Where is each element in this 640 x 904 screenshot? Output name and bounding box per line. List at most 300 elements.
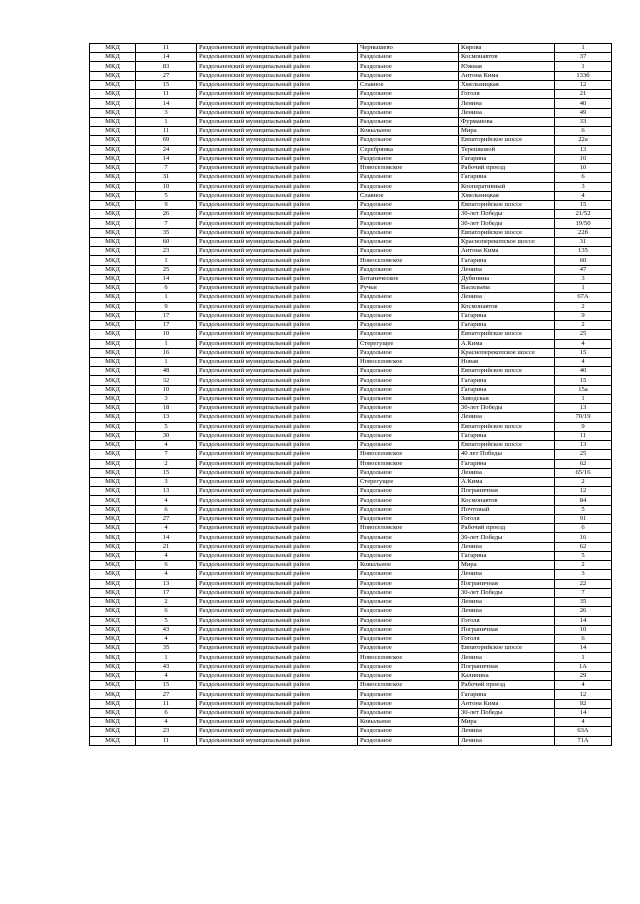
table-row [90,607,612,616]
house-cell: 13 [555,441,612,450]
house-cell: 12 [555,80,612,89]
type-cell: МКД [90,588,136,597]
type-cell: МКД [90,514,136,523]
table-row [90,265,612,274]
table-row [90,62,612,71]
locality-cell: Раздольное [358,635,459,644]
street-cell: Пограничная [459,487,555,496]
house-cell: 15 [555,200,612,209]
street-cell: Ленина [459,108,555,117]
count-cell: 14 [136,274,197,283]
street-cell: Красноперекопское шоссе [459,237,555,246]
table-row [90,635,612,644]
locality-cell: Раздольное [358,551,459,560]
type-cell: МКД [90,108,136,117]
table-row [90,450,612,459]
count-cell: 27 [136,690,197,699]
type-cell: МКД [90,357,136,366]
district-cell: Раздольненский муниципальный район [197,662,358,671]
type-cell: МКД [90,348,136,357]
count-cell: 6 [136,708,197,717]
district-cell: Раздольненский муниципальный район [197,478,358,487]
type-cell: МКД [90,90,136,99]
count-cell: 17 [136,311,197,320]
house-cell: 22 [555,579,612,588]
district-cell: Раздольненский муниципальный район [197,164,358,173]
district-cell: Раздольненский муниципальный район [197,108,358,117]
street-cell: Гагарина [459,173,555,182]
locality-cell: Новоселовское [358,653,459,662]
district-cell: Раздольненский муниципальный район [197,191,358,200]
house-cell: 14 [555,644,612,653]
locality-cell: Раздольное [358,431,459,440]
locality-cell: Славное [358,191,459,200]
locality-cell: Раздольное [358,219,459,228]
house-cell: 62 [555,542,612,551]
street-cell: Хмельницкая [459,80,555,89]
table-row [90,117,612,126]
count-cell: 7 [136,219,197,228]
street-cell: Антона Кима [459,71,555,80]
locality-cell: Раздольное [358,616,459,625]
street-cell: Антона Кима [459,699,555,708]
table-row [90,191,612,200]
type-cell: МКД [90,718,136,727]
type-cell: МКД [90,542,136,551]
type-cell: МКД [90,505,136,514]
house-cell: 21/52 [555,210,612,219]
street-cell: А.Кима [459,478,555,487]
count-cell: 35 [136,644,197,653]
street-cell: Евпаторийское шоссе [459,367,555,376]
count-cell: 2 [136,598,197,607]
house-cell: 1А [555,662,612,671]
table-row [90,311,612,320]
type-cell: МКД [90,653,136,662]
type-cell: МКД [90,533,136,542]
locality-cell: Раздольное [358,644,459,653]
type-cell: МКД [90,99,136,108]
district-cell: Раздольненский муниципальный район [197,376,358,385]
type-cell: МКД [90,293,136,302]
count-cell: 10 [136,330,197,339]
district-cell: Раздольненский муниципальный район [197,598,358,607]
table-row [90,284,612,293]
type-cell: МКД [90,136,136,145]
count-cell: 4 [136,441,197,450]
locality-cell: Раздольное [358,154,459,163]
house-cell: 5 [555,505,612,514]
district-cell: Раздольненский муниципальный район [197,468,358,477]
type-cell: МКД [90,117,136,126]
count-cell: 4 [136,718,197,727]
street-cell: Ленина [459,413,555,422]
count-cell: 1 [136,653,197,662]
street-cell: Ленина [459,653,555,662]
district-cell: Раздольненский муниципальный район [197,182,358,191]
locality-cell: Раздольное [358,708,459,717]
count-cell: 9 [136,200,197,209]
street-cell: Гоголя [459,90,555,99]
table-row [90,237,612,246]
street-cell: Кирова [459,44,555,53]
type-cell: МКД [90,311,136,320]
type-cell: МКД [90,154,136,163]
count-cell: 27 [136,514,197,523]
house-cell: 21 [555,90,612,99]
house-cell: 25 [555,330,612,339]
type-cell: МКД [90,662,136,671]
locality-cell: Раздольное [358,210,459,219]
district-cell: Раздольненский муниципальный район [197,736,358,745]
district-cell: Раздольненский муниципальный район [197,718,358,727]
district-cell: Раздольненский муниципальный район [197,44,358,53]
count-cell: 11 [136,699,197,708]
table-row [90,247,612,256]
street-cell: Заводская [459,394,555,403]
locality-cell: Раздольное [358,690,459,699]
locality-cell: Ручьи [358,284,459,293]
type-cell: МКД [90,71,136,80]
locality-cell: Новоселовское [358,450,459,459]
locality-cell: Раздольное [358,302,459,311]
type-cell: МКД [90,274,136,283]
table-row [90,561,612,570]
count-cell: 3 [136,108,197,117]
locality-cell: Славное [358,80,459,89]
count-cell: 31 [136,173,197,182]
table-row [90,90,612,99]
type-cell: МКД [90,616,136,625]
table-row [90,459,612,468]
street-cell: Ленина [459,542,555,551]
table-row [90,228,612,237]
locality-cell: Раздольное [358,699,459,708]
district-cell: Раздольненский муниципальный район [197,653,358,662]
table-row [90,210,612,219]
table-row [90,718,612,727]
count-cell: 3 [136,394,197,403]
count-cell: 4 [136,635,197,644]
house-cell: 37 [555,53,612,62]
table-row [90,127,612,136]
street-cell: Почтовый [459,505,555,514]
locality-cell: Раздольное [358,579,459,588]
table-row [90,681,612,690]
type-cell: МКД [90,200,136,209]
house-cell: 9 [555,422,612,431]
district-cell: Раздольненский муниципальный район [197,413,358,422]
table-row [90,644,612,653]
count-cell: 4 [136,570,197,579]
district-cell: Раздольненский муниципальный район [197,524,358,533]
street-cell: Гоголя [459,635,555,644]
table-row [90,533,612,542]
street-cell: Гагарина [459,690,555,699]
locality-cell: Раздольное [358,228,459,237]
count-cell: 17 [136,588,197,597]
street-cell: Евпаторийское шоссе [459,200,555,209]
district-cell: Раздольненский муниципальный район [197,422,358,431]
type-cell: МКД [90,551,136,560]
table-row [90,348,612,357]
house-cell: 62 [555,459,612,468]
district-cell: Раздольненский муниципальный район [197,505,358,514]
type-cell: МКД [90,496,136,505]
table-row [90,671,612,680]
street-cell: Гоголя [459,514,555,523]
table-row [90,441,612,450]
table-row [90,524,612,533]
table-row [90,727,612,736]
count-cell: 1 [136,256,197,265]
count-cell: 11 [136,127,197,136]
locality-cell: Раздольное [358,117,459,126]
type-cell: МКД [90,228,136,237]
house-cell: 63А [555,727,612,736]
type-cell: МКД [90,80,136,89]
house-cell: 13 [555,145,612,154]
house-cell: 19/50 [555,219,612,228]
table-row [90,173,612,182]
count-cell: 21 [136,542,197,551]
type-cell: МКД [90,459,136,468]
locality-cell: Раздольное [358,404,459,413]
house-cell: 2 [555,561,612,570]
type-cell: МКД [90,62,136,71]
street-cell: Калинина [459,671,555,680]
house-cell: 4 [555,357,612,366]
district-cell: Раздольненский муниципальный район [197,293,358,302]
house-cell: 12 [555,690,612,699]
type-cell: МКД [90,385,136,394]
district-cell: Раздольненский муниципальный район [197,708,358,717]
street-cell: 30-лет Победы [459,588,555,597]
street-cell: Мира [459,718,555,727]
district-cell: Раздольненский муниципальный район [197,173,358,182]
table-row [90,136,612,145]
count-cell: 17 [136,321,197,330]
locality-cell: Стерегущее [358,339,459,348]
locality-cell: Новоселовское [358,164,459,173]
district-cell: Раздольненский муниципальный район [197,561,358,570]
district-cell: Раздольненский муниципальный район [197,385,358,394]
district-cell: Раздольненский муниципальный район [197,616,358,625]
district-cell: Раздольненский муниципальный район [197,284,358,293]
table-row [90,274,612,283]
table-row [90,579,612,588]
table-row [90,385,612,394]
count-cell: 15 [136,80,197,89]
district-cell: Раздольненский муниципальный район [197,237,358,246]
count-cell: 16 [136,348,197,357]
type-cell: МКД [90,468,136,477]
locality-cell: Новоселовское [358,357,459,366]
locality-cell: Раздольное [358,533,459,542]
locality-cell: Раздольное [358,570,459,579]
locality-cell: Раздольное [358,237,459,246]
count-cell: 10 [136,385,197,394]
street-cell: Ленина [459,598,555,607]
district-cell: Раздольненский муниципальный район [197,699,358,708]
house-cell: 40 [555,99,612,108]
district-cell: Раздольненский муниципальный район [197,127,358,136]
type-cell: МКД [90,191,136,200]
street-cell: 30-лет Победы [459,404,555,413]
street-cell: Космонавтов [459,496,555,505]
type-cell: МКД [90,644,136,653]
type-cell: МКД [90,579,136,588]
street-cell: Ленина [459,570,555,579]
house-cell: 26 [555,607,612,616]
street-cell: Ленина [459,99,555,108]
table-row [90,699,612,708]
district-cell: Раздольненский муниципальный район [197,339,358,348]
table-row [90,80,612,89]
table-row [90,44,612,53]
district-cell: Раздольненский муниципальный район [197,90,358,99]
house-cell: 29 [555,671,612,680]
house-cell: 14 [555,708,612,717]
street-cell: Гагарина [459,256,555,265]
district-cell: Раздольненский муниципальный район [197,644,358,653]
locality-cell: Ботаническое [358,274,459,283]
count-cell: 1 [136,117,197,126]
district-cell: Раздольненский муниципальный район [197,80,358,89]
house-cell: 3 [555,570,612,579]
type-cell: МКД [90,625,136,634]
locality-cell: Серебрянка [358,145,459,154]
street-cell: Евпаторийское шоссе [459,422,555,431]
type-cell: МКД [90,681,136,690]
type-cell: МКД [90,237,136,246]
table-row [90,625,612,634]
district-cell: Раздольненский муниципальный район [197,727,358,736]
address-table [89,43,612,746]
street-cell: Ленина [459,727,555,736]
house-cell: 92 [555,699,612,708]
count-cell: 14 [136,533,197,542]
district-cell: Раздольненский муниципальный район [197,681,358,690]
house-cell: 84 [555,496,612,505]
table-row [90,404,612,413]
locality-cell: Раздольное [358,468,459,477]
street-cell: Фурманова [459,117,555,126]
count-cell: 7 [136,450,197,459]
house-cell: 1 [555,62,612,71]
table-row [90,164,612,173]
table-row [90,200,612,209]
table-row [90,487,612,496]
table-row [90,321,612,330]
count-cell: 13 [136,413,197,422]
table-row [90,478,612,487]
house-cell: 3 [555,274,612,283]
house-cell: 9 [555,311,612,320]
house-cell: 135 [555,247,612,256]
street-cell: 30-лет Победы [459,533,555,542]
district-cell: Раздольненский муниципальный район [197,533,358,542]
locality-cell: Новоселовское [358,681,459,690]
table-row [90,468,612,477]
type-cell: МКД [90,302,136,311]
count-cell: 9 [136,302,197,311]
street-cell: Рабочий проезд [459,524,555,533]
house-cell: 10 [555,154,612,163]
type-cell: МКД [90,487,136,496]
count-cell: 14 [136,154,197,163]
count-cell: 26 [136,210,197,219]
locality-cell: Раздольное [358,99,459,108]
house-cell: 22а [555,136,612,145]
count-cell: 5 [136,616,197,625]
locality-cell: Раздольное [358,441,459,450]
count-cell: 5 [136,191,197,200]
table-row [90,551,612,560]
count-cell: 4 [136,551,197,560]
locality-cell: Новоселовское [358,459,459,468]
locality-cell: Раздольное [358,293,459,302]
type-cell: МКД [90,598,136,607]
table-row [90,496,612,505]
locality-cell: Раздольное [358,496,459,505]
type-cell: МКД [90,635,136,644]
type-cell: МКД [90,727,136,736]
table-row [90,357,612,366]
street-cell: Антона Кима [459,247,555,256]
street-cell: Гагарина [459,154,555,163]
street-cell: Евпаторийское шоссе [459,644,555,653]
street-cell: Южная [459,62,555,71]
district-cell: Раздольненский муниципальный район [197,302,358,311]
type-cell: МКД [90,145,136,154]
type-cell: МКД [90,164,136,173]
table-row [90,71,612,80]
street-cell: Ленина [459,607,555,616]
street-cell: Мира [459,561,555,570]
house-cell: 4 [555,339,612,348]
locality-cell: Ковыльное [358,718,459,727]
district-cell: Раздольненский муниципальный район [197,514,358,523]
locality-cell: Раздольное [358,385,459,394]
table-row [90,588,612,597]
house-cell: 1 [555,44,612,53]
table-row [90,256,612,265]
locality-cell: Ковыльное [358,561,459,570]
count-cell: 4 [136,671,197,680]
locality-cell: Раздольное [358,173,459,182]
locality-cell: Раздольное [358,394,459,403]
type-cell: МКД [90,524,136,533]
type-cell: МКД [90,339,136,348]
type-cell: МКД [90,330,136,339]
count-cell: 6 [136,607,197,616]
table-row [90,53,612,62]
count-cell: 83 [136,62,197,71]
type-cell: МКД [90,265,136,274]
count-cell: 6 [136,561,197,570]
house-cell: 4 [555,191,612,200]
district-cell: Раздольненский муниципальный район [197,394,358,403]
house-cell: 31 [555,237,612,246]
table-row [90,154,612,163]
house-cell: 15а [555,385,612,394]
house-cell: 4 [555,681,612,690]
table-row [90,99,612,108]
district-cell: Раздольненский муниципальный район [197,551,358,560]
house-cell: 2 [555,302,612,311]
house-cell: 6 [555,127,612,136]
